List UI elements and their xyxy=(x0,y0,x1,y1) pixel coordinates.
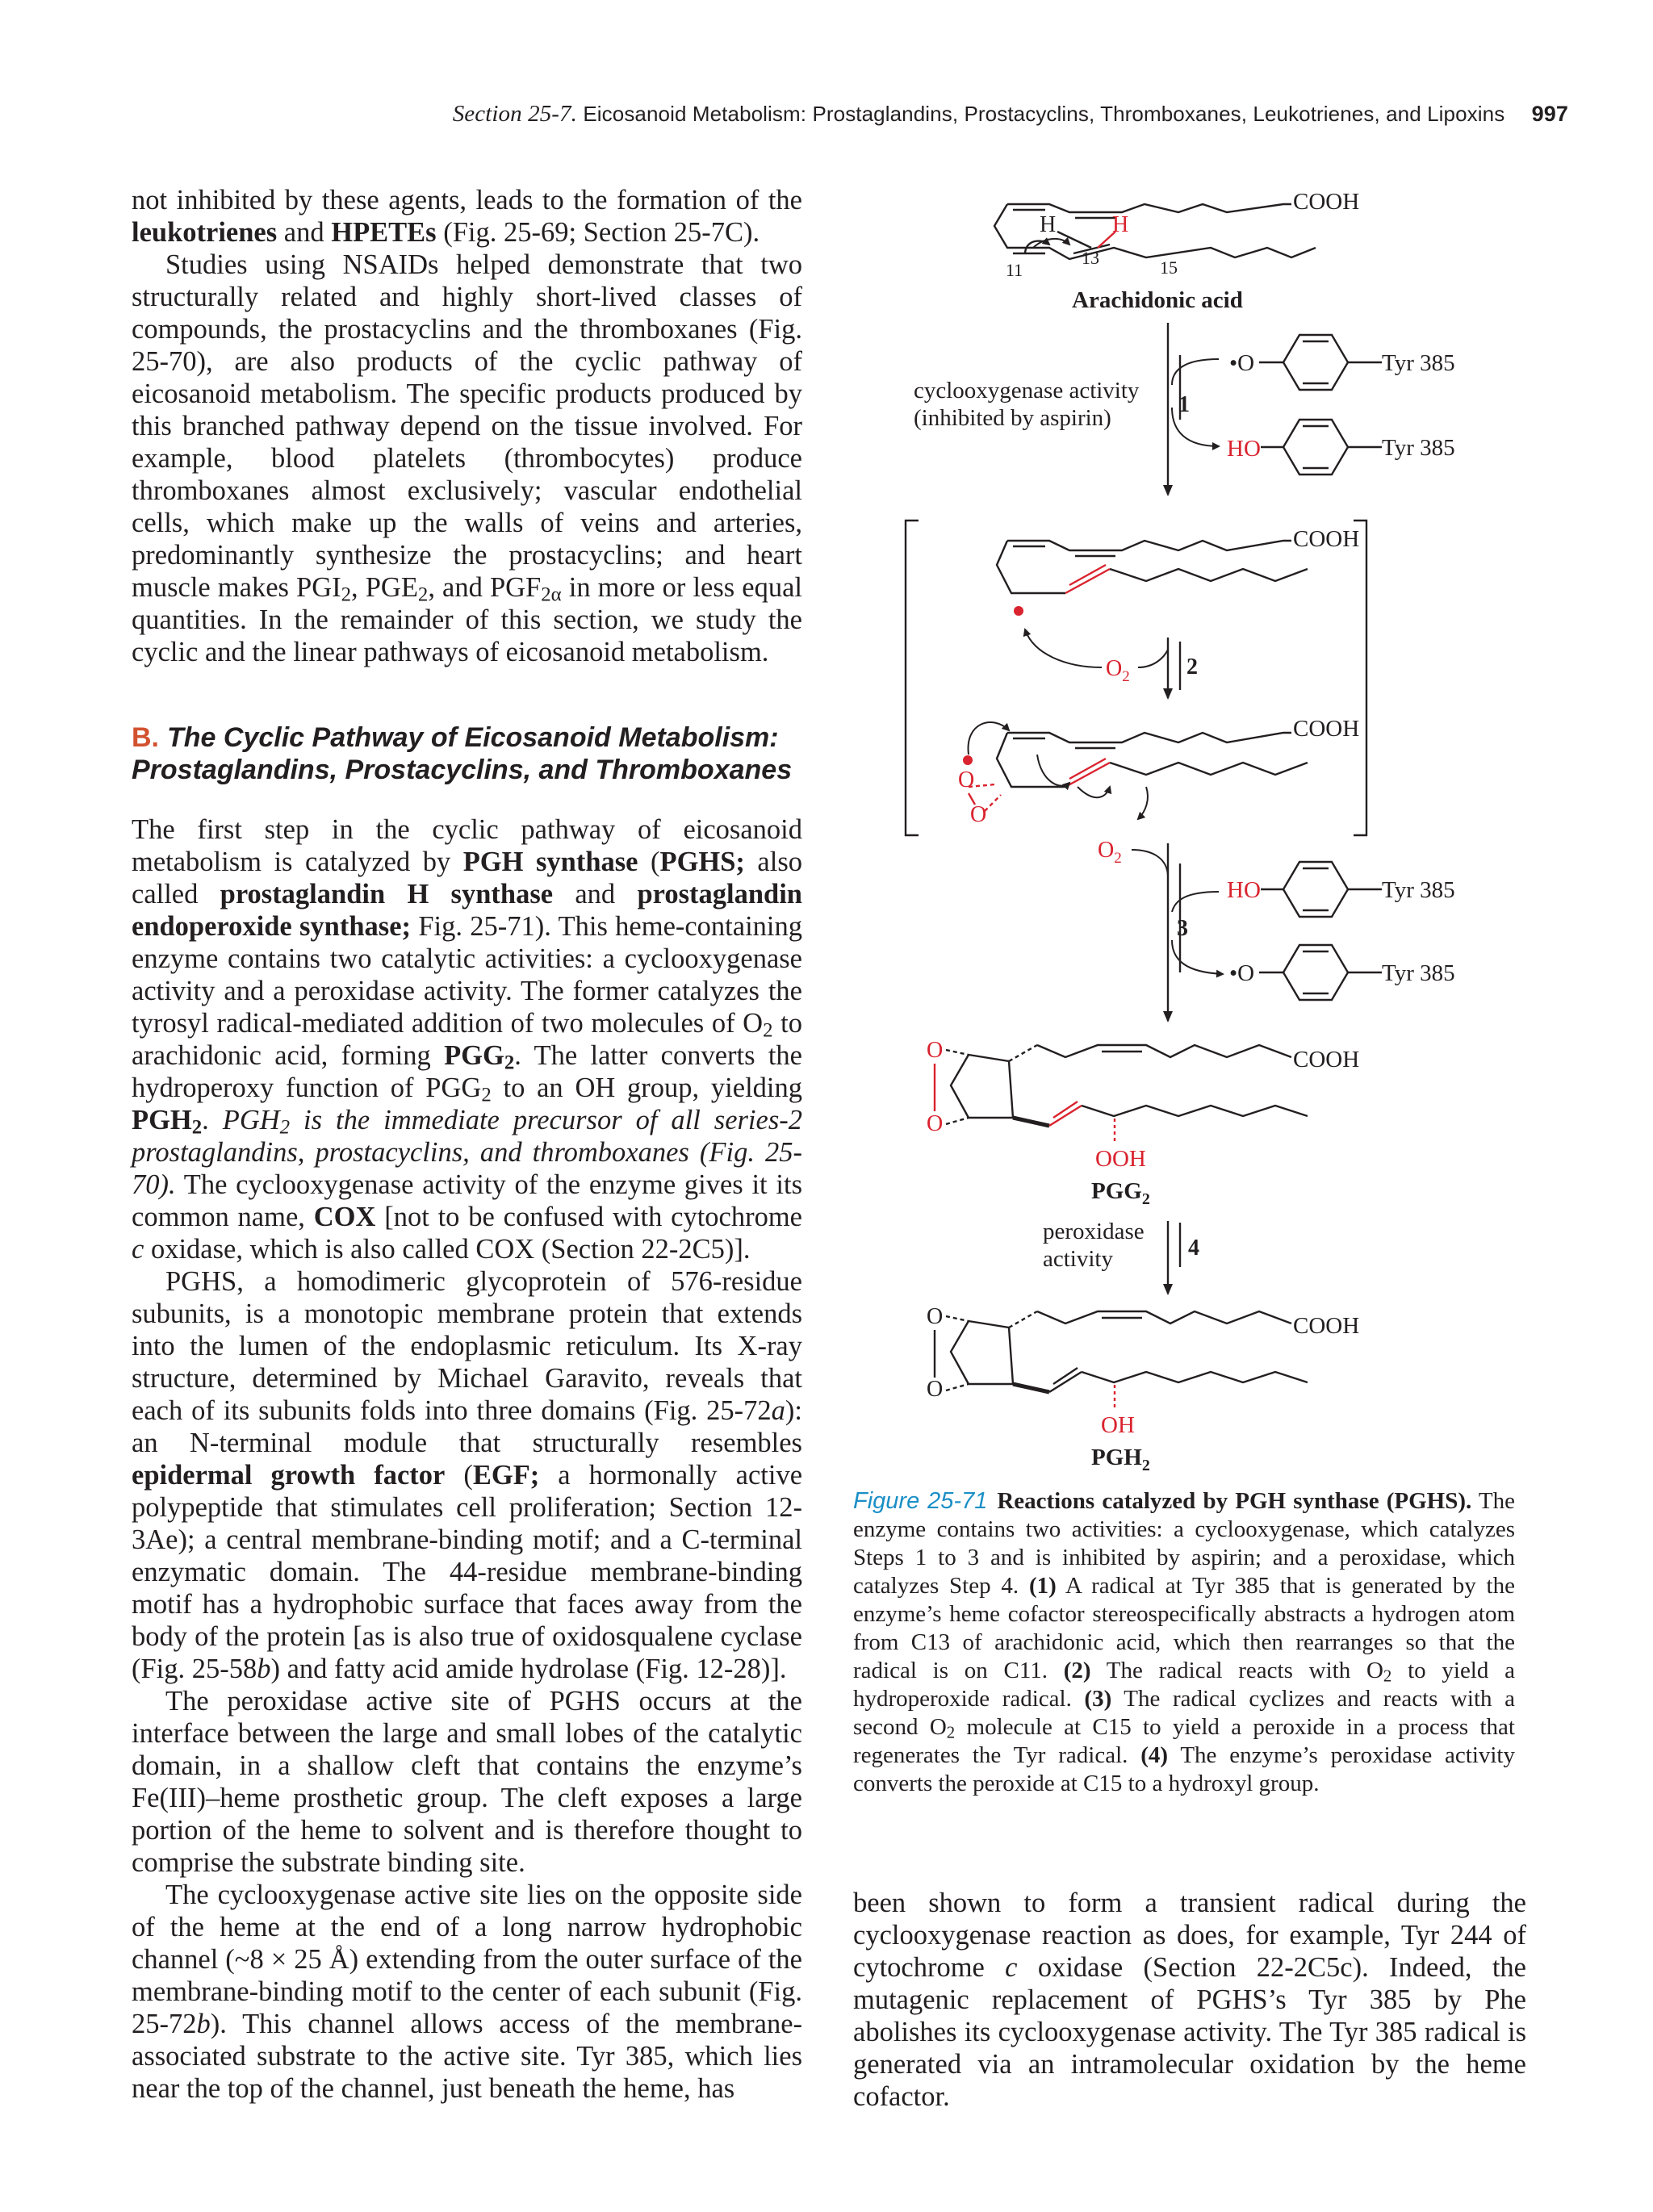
svg-text:O: O xyxy=(927,1111,944,1136)
paragraph: not inhibited by these agents, leads to the formation of the leukotrienes and HPETEs (Fig. 25-69; Section 25-7C). xyxy=(132,185,802,248)
tyr-ho-1: HO xyxy=(1227,436,1261,462)
figure-caption: Figure 25-71 Reactions catalyzed by PGH synthase (PGHS). The enzyme contains two activities: a cyclooxygenase, which catalyzes Steps 1 to 3 and is inhibited by aspirin; and a peroxidase, which catalyzes Step 4. (1) A radical at Tyr 385 that is generated by the enzyme’s heme cofactor stereospecifically abstracts a hydrogen atom from C13 of arachidonic acid, which then rearranges so that the radical is on C11. (2) The radical reacts with $O_2$ to yield a hydroperoxide radical. (3) The radical cyclizes and reacts with a second $O_2$ molecule at C15 to yield a peroxide in a process that regenerates the Tyr radical. (4) The enzyme’s peroxidase activity converts the peroxide at C15 to a hydroxyl group. xyxy=(853,1488,1516,1796)
cox-activity-label-2: (inhibited by aspirin) xyxy=(914,405,1111,431)
cox-activity-label-1: cyclooxygenase activity xyxy=(914,378,1140,404)
pgg2-structure xyxy=(927,1038,1308,1142)
step-4: 4 xyxy=(1188,1236,1199,1261)
tyr-385-2: Tyr 385 xyxy=(1382,435,1455,461)
cooh-1: COOH xyxy=(1293,189,1360,215)
section-letter: B. xyxy=(132,722,159,753)
h-red: H xyxy=(1112,212,1129,237)
pgh2-structure xyxy=(927,1304,1308,1408)
o-radical-top: O xyxy=(958,767,975,792)
tyr-o-radical-3: •O xyxy=(1229,960,1255,986)
section-heading xyxy=(132,721,802,786)
o-radical-bottom: O xyxy=(970,802,987,827)
step-2: 2 xyxy=(1186,654,1198,679)
figure-25-71-diagram xyxy=(904,174,1550,1474)
o2-step-3: $O_2$ xyxy=(1098,838,1122,867)
section-title: The Cyclic Pathway of Eicosanoid Metabolism: Prostaglandins, Prostacyclins, and Thromboxanes xyxy=(132,722,793,785)
paragraph: PGHS, a homodimeric glycoprotein of 576-residue subunits, is a monotopic membrane protein that extends into the lumen of the endoplasmic reticulum. Its X-ray structure, determined by Michael Garavito, reveals that each of its subunits folds into three domains (Fig. 25-72a): an N-terminal module that structurally resembles epidermal growth factor (EGF; a hormonally active polypeptide that stimulates cell proliferation; Section 12-3Ae); a central membrane-binding motif; and a C-terminal enzymatic domain. The 44-residue membrane-binding motif has a hydrophobic surface that faces away from the body of the protein [as is also true of oxidosqualene cyclase (Fig. 25-58b) and fatty acid amide hydrolase (Fig. 12-28)]. xyxy=(132,1266,803,1684)
pgg2-label: $PGG_2$ xyxy=(1091,1178,1150,1208)
paragraph: The peroxidase active site of PGHS occurs at the interface between the large and small lobes of the catalytic domain, in a shallow cleft that contains the enzyme’s Fe(III)–heme prosthetic group. The cleft exposes a large portion of the heme to solvent and is therefore thought to comprise the substrate binding site. xyxy=(132,1686,802,1878)
running-header xyxy=(0,101,1568,133)
tyr-ho-3: HO xyxy=(1227,877,1261,903)
c11-radical-intermediate xyxy=(997,541,1308,593)
ooh-label: OOH xyxy=(1095,1146,1146,1172)
h-abstracted: H xyxy=(1040,212,1057,237)
paragraph: The cyclooxygenase active site lies on the opposite side of the heme at the end of a long narrow hydrophobic channel (~8 × 25 Å) extending from the outer surface of the membrane-binding motif to the center of each subunit (Fig. 25-72b). This channel allows access of the membrane-associated substrate to the active site. Tyr 385, which lies near the top of the channel, just beneath the heme, has xyxy=(132,1880,802,2104)
tyr-385-3: Tyr 385 xyxy=(1382,877,1455,903)
page-number: 997 xyxy=(1531,102,1568,126)
header-section: Section 25-7. xyxy=(452,101,578,127)
figure-label: Figure 25-71 xyxy=(853,1488,988,1514)
carbon-15: 15 xyxy=(1160,257,1178,278)
o2-step-2: $O_2$ xyxy=(1106,656,1130,685)
header-title: Eicosanoid Metabolism: Prostaglandins, Prostacyclins, Thromboxanes, Leukotrienes, and Lipoxins xyxy=(583,102,1505,126)
figure-title: Reactions catalyzed by PGH synthase (PGHS). xyxy=(997,1488,1472,1514)
peroxidase-label-1: peroxidase xyxy=(1043,1219,1145,1244)
peroxidase-label-2: activity xyxy=(1043,1246,1113,1272)
left-column xyxy=(132,184,802,2105)
right-column xyxy=(853,1887,1526,2113)
arachidonic-acid-label: Arachidonic acid xyxy=(1072,287,1243,313)
carbon-13: 13 xyxy=(1082,248,1099,268)
oh-label: OH xyxy=(1101,1412,1135,1438)
paragraph: Studies using NSAIDs helped demonstrate that two structurally related and highly short-lived classes of compounds, the prostacyclins and the thromboxanes (Fig. 25-70), are also products of the cyclic pathway of eicosanoid metabolism. The specific products produced by this branched pathway depend on the tissue involved. For example, blood platelets (thrombocytes) produce thromboxanes almost exclusively; vascular endothelial cells, which make up the walls of veins and arteries, predominantly synthesize the prostacyclins; and heart muscle makes $PGI_2$, $PGE_2$, and $PGF_{2\alpha}$ in more or less equal quantities. In the remainder of this section, we study the cyclic and the linear pathways of eicosanoid metabolism. xyxy=(132,249,802,667)
tyr-o-radical-1: •O xyxy=(1229,350,1255,376)
carbon-11: 11 xyxy=(1006,260,1023,280)
svg-text:O: O xyxy=(927,1377,944,1402)
svg-text:O: O xyxy=(927,1304,944,1329)
step-1: 1 xyxy=(1178,392,1190,417)
tyr-385-1: Tyr 385 xyxy=(1382,350,1455,376)
cooh-pgg2: COOH xyxy=(1293,1047,1360,1073)
peroxy-radical-intermediate xyxy=(969,733,1308,787)
paragraph: The first step in the cyclic pathway of eicosanoid metabolism is catalyzed by PGH synthase (PGHS; also called prostaglandin H synthase and prostaglandin endoperoxide synthase; Fig. 25-71). This heme-containing enzyme contains two catalytic activities: a cyclooxygenase activity and a peroxidase activity. The former catalyzes the tyrosyl radical-mediated addition of two molecules of $O_2$ to arachidonic acid, forming $PGG_2$. The latter converts the hydroperoxy function of $PGG_2$ to an OH group, yielding $PGH_2$. $PGH_2$ is the immediate precursor of all series-2 prostaglandins, prostacyclins, and thromboxanes (Fig. 25-70). The cyclooxygenase activity of the enzyme gives it its common name, COX [not to be confused with cytochrome c oxidase, which is also called COX (Section 22-2C5)]. xyxy=(132,814,802,1265)
paragraph: been shown to form a transient radical during the cyclooxygenase reaction as does, for example, Tyr 244 of cytochrome c oxidase (Section 22-2C5c). Indeed, the mutagenic replacement of PGHS’s Tyr 385 by Phe abolishes its cyclooxygenase activity. The Tyr 385 radical is generated via an intramolecular oxidation by the heme cofactor. xyxy=(853,1888,1526,2112)
tyr-385-4: Tyr 385 xyxy=(1382,960,1455,986)
cooh-3: COOH xyxy=(1293,716,1360,742)
pgh2-label: $PGH_2$ xyxy=(1091,1445,1150,1474)
cooh-2: COOH xyxy=(1293,526,1360,552)
cooh-pgh2: COOH xyxy=(1293,1313,1360,1339)
step-3: 3 xyxy=(1177,916,1188,941)
svg-text:O: O xyxy=(927,1038,944,1063)
